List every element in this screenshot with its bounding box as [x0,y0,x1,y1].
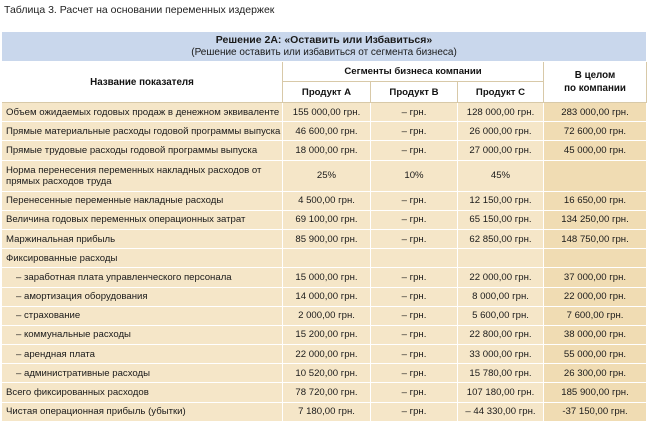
row-label: Прямые трудовые расходы годовой программы выпуска [2,141,283,160]
cell-total [544,161,647,192]
table-body [2,103,647,422]
column-header-name: Название показателя [2,62,283,103]
row-label: Перенесенные переменные накладные расходы [2,192,283,211]
cell-product-a: 25% [283,161,371,192]
cell-product-b: – грн. [371,345,458,364]
cell-product-a: 15 200,00 грн. [283,326,371,345]
cell-product-a: 46 600,00 грн. [283,122,371,141]
cell-total: 37 000,00 грн. [544,268,647,287]
table-row [2,161,647,192]
cell-product-c: 8 000,00 грн. [458,288,544,307]
column-header-product-c: Продукт С [458,82,544,103]
cell-total: 22 000,00 грн. [544,288,647,307]
table-row [2,326,647,345]
row-label: Всего фиксированных расходов [2,383,283,402]
column-header-product-a: Продукт А [283,82,371,103]
total-header-line1: В целом [574,70,616,81]
column-header-product-b: Продукт В [371,82,458,103]
row-label: – коммунальные расходы [2,326,283,345]
cell-product-b: – грн. [371,268,458,287]
cell-product-c: 22 800,00 грн. [458,326,544,345]
cell-total: 38 000,00 грн. [544,326,647,345]
cell-product-b: – грн. [371,288,458,307]
banner-subtitle: (Решение оставить или избавиться от сегмента бизнеса) [191,47,457,58]
row-label: Маржинальная прибыль [2,230,283,249]
table-row [2,345,647,364]
banner-cell [2,32,647,62]
cell-total: 16 650,00 грн. [544,192,647,211]
cell-product-a: 69 100,00 грн. [283,211,371,230]
cell-product-c: 15 780,00 грн. [458,364,544,383]
cell-total: 148 750,00 грн. [544,230,647,249]
cell-product-b: – грн. [371,122,458,141]
column-header-total [544,62,647,103]
cell-product-b: – грн. [371,141,458,160]
cell-product-a: 14 000,00 грн. [283,288,371,307]
cell-total: 185 900,00 грн. [544,383,647,402]
table-row [2,288,647,307]
cell-total [544,249,647,268]
total-header-line2: по компании [564,83,626,94]
cell-product-a: 15 000,00 грн. [283,268,371,287]
cell-product-b: – грн. [371,403,458,422]
cell-product-c: 22 000,00 грн. [458,268,544,287]
cell-product-c: 65 150,00 грн. [458,211,544,230]
cell-product-a [283,249,371,268]
cell-product-b: 10% [371,161,458,192]
cell-product-b: – грн. [371,326,458,345]
row-label: Объем ожидаемых годовых продаж в денежном эквиваленте [2,103,283,122]
banner-title: Решение 2А: «Оставить или Избавиться» [215,34,433,46]
cell-total: 134 250,00 грн. [544,211,647,230]
row-label: – арендная плата [2,345,283,364]
cell-product-b: – грн. [371,364,458,383]
table-row [2,122,647,141]
cell-product-c: 62 850,00 грн. [458,230,544,249]
cell-product-a: 78 720,00 грн. [283,383,371,402]
cell-total: 55 000,00 грн. [544,345,647,364]
column-header-segments: Сегменты бизнеса компании [283,62,544,82]
cell-total: 72 600,00 грн. [544,122,647,141]
row-label: – амортизация оборудования [2,288,283,307]
table-row [2,141,647,160]
cell-product-a: 4 500,00 грн. [283,192,371,211]
cell-product-c: 12 150,00 грн. [458,192,544,211]
cell-product-a: 10 520,00 грн. [283,364,371,383]
cell-product-c: 45% [458,161,544,192]
table-row [2,403,647,422]
table-row [2,192,647,211]
row-label: Прямые материальные расходы годовой программы выпуска [2,122,283,141]
row-label: Норма перенесения переменных накладных расходов от прямых расходов труда [2,161,283,192]
row-label: Чистая операционная прибыль (убытки) [2,403,283,422]
table-row [2,307,647,326]
table-banner [2,32,647,62]
table-row [2,249,647,268]
row-label: – административные расходы [2,364,283,383]
table-row [2,268,647,287]
table-row [2,364,647,383]
table-row [2,211,647,230]
cell-product-c: 27 000,00 грн. [458,141,544,160]
cell-product-c: 107 180,00 грн. [458,383,544,402]
cell-product-c: 128 000,00 грн. [458,103,544,122]
cell-product-b: – грн. [371,192,458,211]
row-label: – заработная плата управленческого персонала [2,268,283,287]
table-row [2,383,647,402]
cell-product-a: 155 000,00 грн. [283,103,371,122]
cell-product-c [458,249,544,268]
cell-total: 283 000,00 грн. [544,103,647,122]
cell-product-b: – грн. [371,230,458,249]
cell-product-b [371,249,458,268]
cell-product-b: – грн. [371,211,458,230]
cell-total: 45 000,00 грн. [544,141,647,160]
cell-product-a: 85 900,00 грн. [283,230,371,249]
row-label: Фиксированные расходы [2,249,283,268]
cell-product-a: 7 180,00 грн. [283,403,371,422]
header-row-1 [2,62,647,82]
cell-product-c: – 44 330,00 грн. [458,403,544,422]
cost-table [2,32,647,422]
cell-product-b: – грн. [371,383,458,402]
cell-product-a: 2 000,00 грн. [283,307,371,326]
cell-total: -37 150,00 грн. [544,403,647,422]
cell-product-b: – грн. [371,307,458,326]
cell-total: 7 600,00 грн. [544,307,647,326]
cell-product-c: 33 000,00 грн. [458,345,544,364]
table-caption: Таблица 3. Расчет на основании переменных издержек [4,4,275,16]
cell-product-c: 26 000,00 грн. [458,122,544,141]
row-label: Величина годовых переменных операционных затрат [2,211,283,230]
cell-product-a: 18 000,00 грн. [283,141,371,160]
cell-product-a: 22 000,00 грн. [283,345,371,364]
cell-product-b: – грн. [371,103,458,122]
cell-total: 26 300,00 грн. [544,364,647,383]
row-label: – страхование [2,307,283,326]
cell-product-c: 5 600,00 грн. [458,307,544,326]
table-row [2,230,647,249]
table-row [2,103,647,122]
